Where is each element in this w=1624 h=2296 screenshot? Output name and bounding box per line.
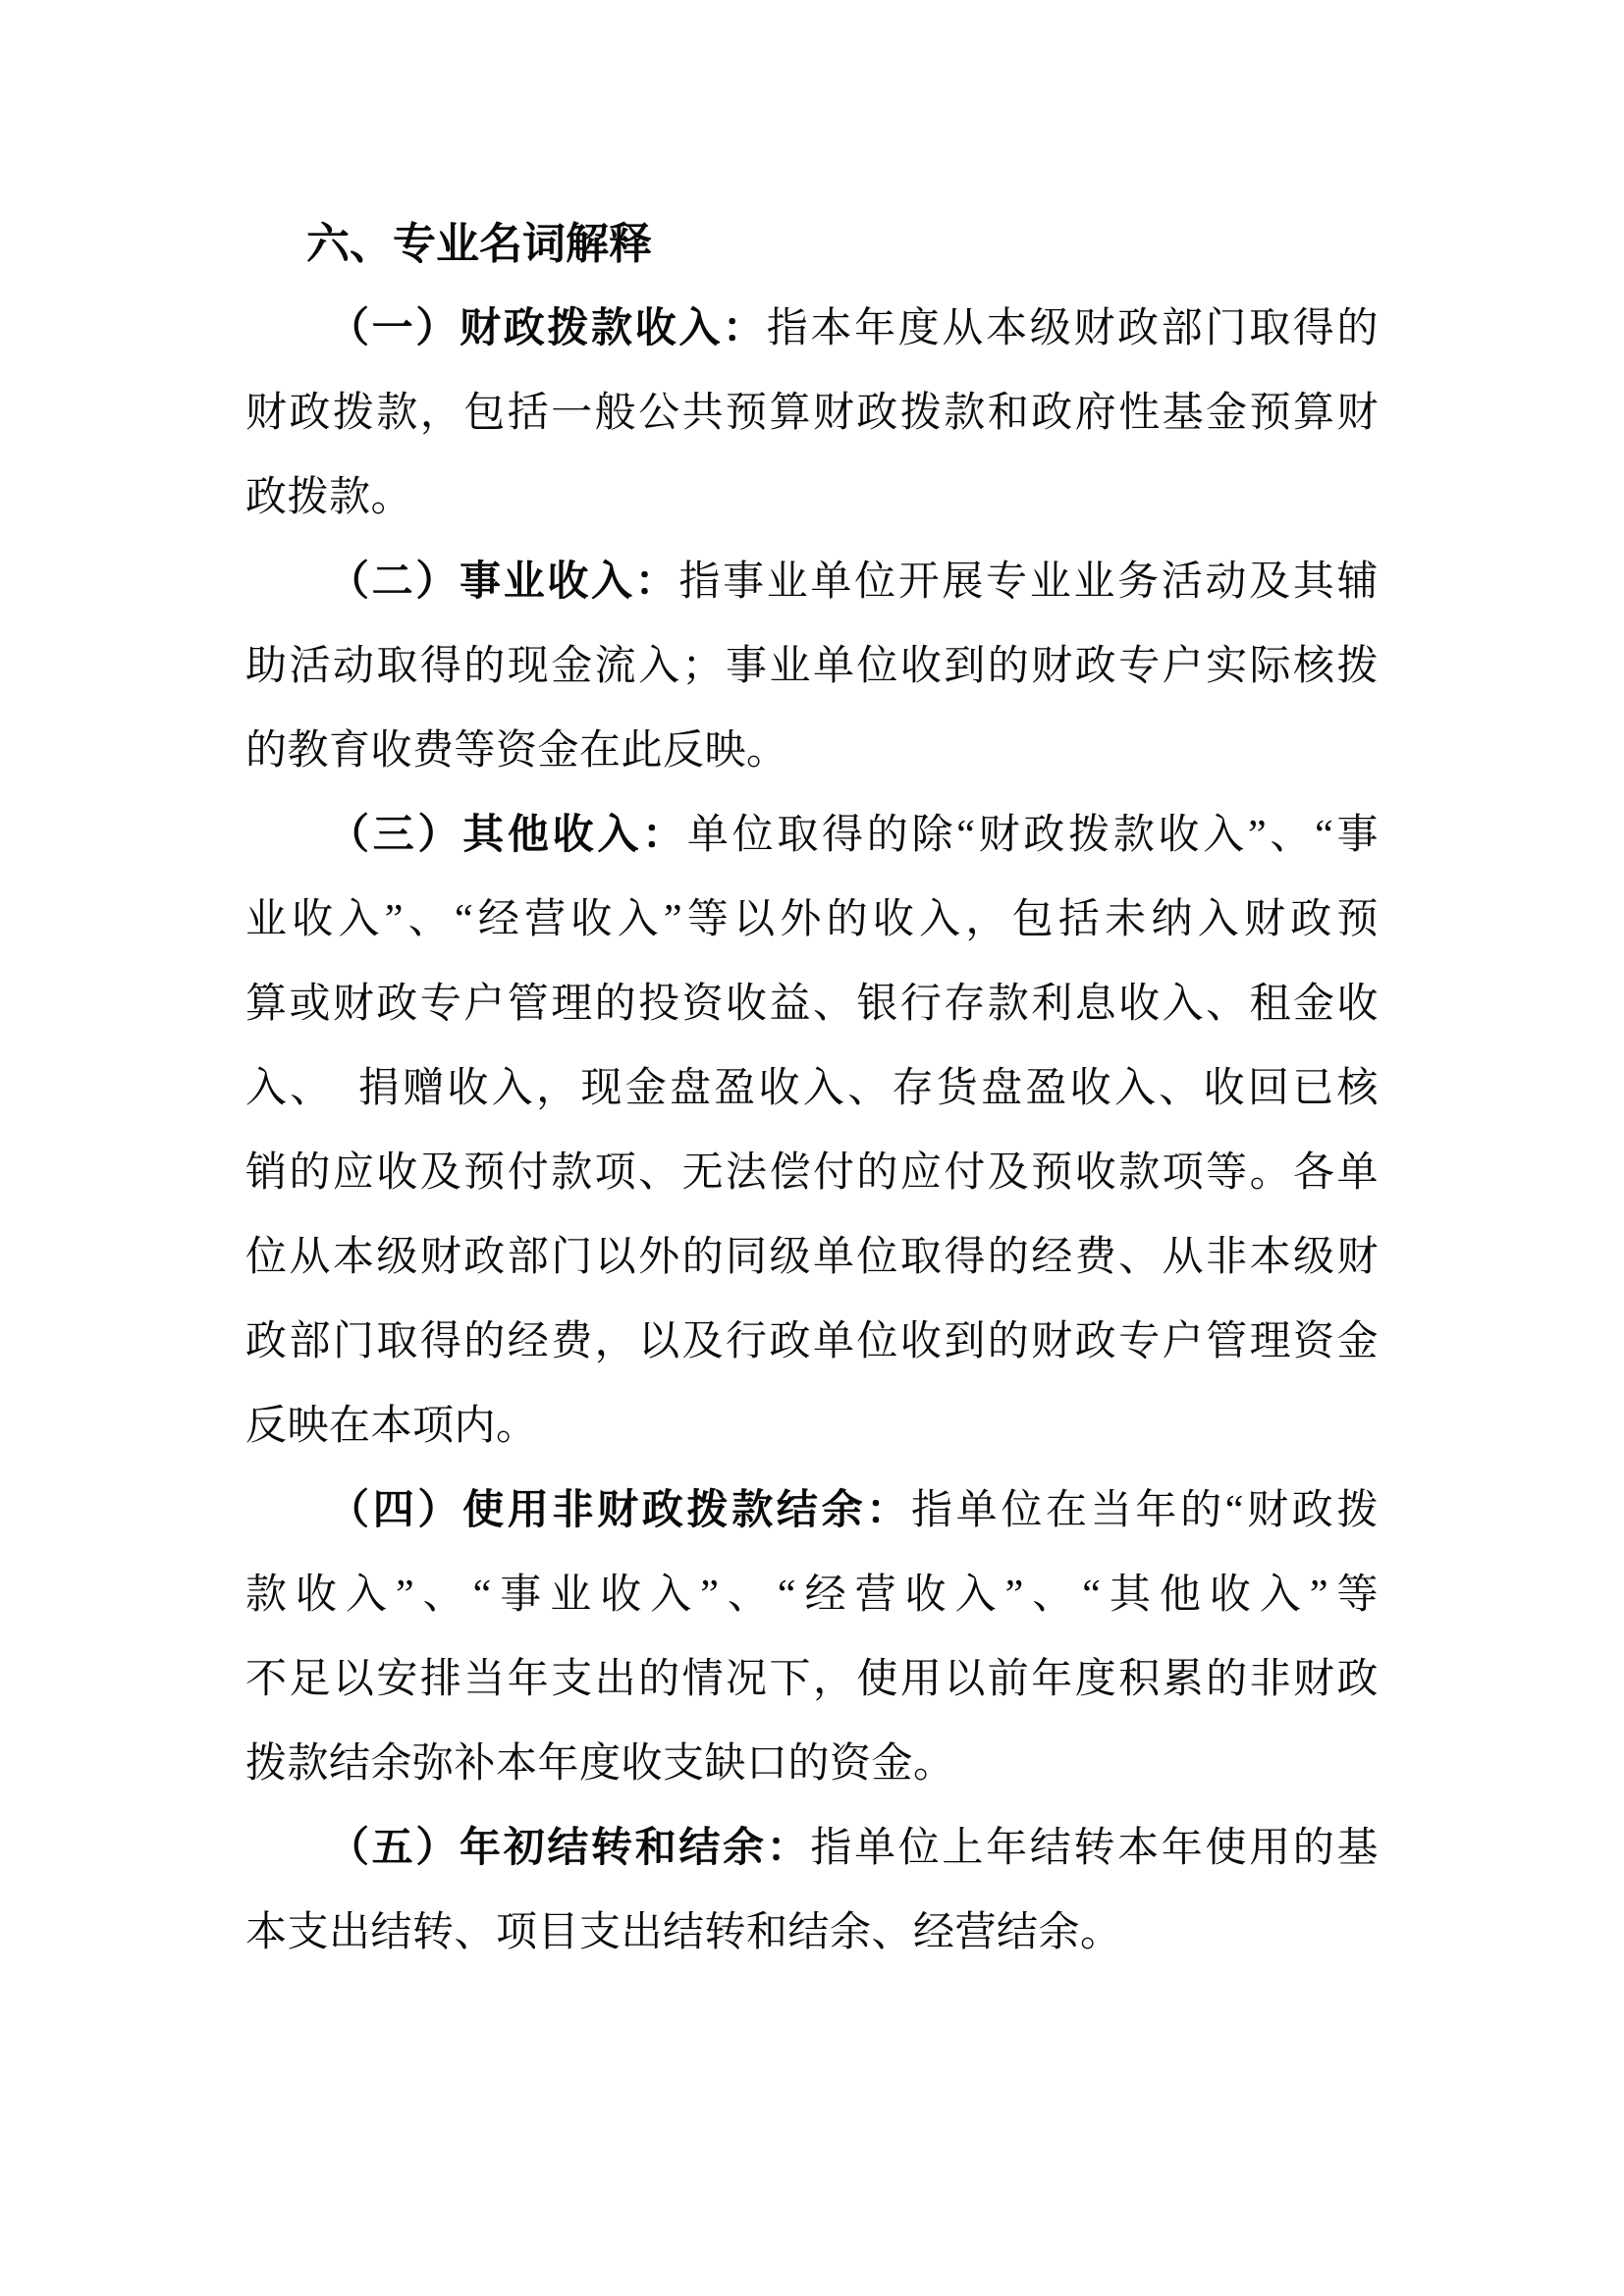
term-label: （一）财政拨款收入： — [328, 306, 767, 351]
line-text: 指本年度从本级财政部门取得的 — [766, 306, 1379, 351]
text-line — [245, 1468, 1379, 1553]
line-text: 本支出结转、项目支出结转和结余、经营结余。 — [245, 1910, 1122, 1955]
line-text: 的教育收费等资金在此反映。 — [245, 728, 788, 774]
paragraph-4 — [245, 1468, 1379, 1806]
line-text: 入、 捐赠收入，现金盘盈收入、存货盘盈收入、收回已核 — [245, 1066, 1379, 1111]
text-line — [245, 624, 1379, 709]
text-line — [245, 1637, 1379, 1722]
line-text: 指事业单位开展专业业务活动及其辅 — [678, 560, 1379, 605]
section-heading: 六、专业名词解释 — [306, 220, 652, 268]
text-line — [245, 1722, 1379, 1806]
line-text: 财政拨款，包括一般公共预算财政拨款和政府性基金预算财 — [245, 391, 1379, 436]
term-label: （四）使用非财政拨款结余： — [328, 1488, 911, 1533]
line-text: 不足以安排当年支出的情况下，使用以前年度积累的非财政 — [245, 1657, 1379, 1702]
text-line — [245, 1046, 1379, 1131]
term-label: （三）其他收入： — [328, 813, 687, 858]
text-line — [245, 1131, 1379, 1215]
line-text: 款收入”、“事业收入”、“经营收入”、“其他收入”等 — [245, 1573, 1379, 1618]
text-block — [245, 202, 1379, 1975]
paragraph-2 — [245, 540, 1379, 793]
text-line — [245, 1300, 1379, 1384]
text-line — [245, 371, 1379, 455]
line-text: 反映在本项内。 — [245, 1404, 538, 1449]
paragraph-3 — [245, 793, 1379, 1468]
line-text: 助活动取得的现金流入；事业单位收到的财政专户实际核拨 — [245, 644, 1379, 689]
text-line — [245, 540, 1379, 624]
term-label: （五）年初结转和结余： — [328, 1826, 811, 1871]
text-line — [245, 455, 1379, 540]
text-line — [245, 709, 1379, 793]
text-line — [245, 1215, 1379, 1300]
text-line — [245, 1806, 1379, 1891]
line-text: 政拨款。 — [245, 475, 413, 520]
text-line — [245, 793, 1379, 878]
line-text: 销的应收及预付款项、无法偿付的应付及预收款项等。各单 — [245, 1150, 1379, 1196]
line-text: 业收入”、“经营收入”等以外的收入，包括未纳入财政预 — [245, 897, 1379, 942]
text-line — [245, 1384, 1379, 1468]
text-line — [245, 962, 1379, 1046]
line-text: 指单位在当年的“财政拨 — [910, 1488, 1379, 1533]
line-text: 单位取得的除“财政拨款收入”、“事 — [686, 813, 1379, 858]
text-line — [245, 878, 1379, 962]
line-text: 算或财政专户管理的投资收益、银行存款利息收入、租金收 — [245, 982, 1379, 1027]
line-text: 拨款结余弥补本年度收支缺口的资金。 — [245, 1741, 955, 1787]
paragraph-5 — [245, 1806, 1379, 1975]
text-line — [245, 1891, 1379, 1975]
line-text: 指单位上年结转本年使用的基 — [810, 1826, 1379, 1871]
text-line — [245, 287, 1379, 371]
line-text: 位从本级财政部门以外的同级单位取得的经费、从非本级财 — [245, 1235, 1379, 1280]
paragraph-1 — [245, 287, 1379, 540]
line-text: 政部门取得的经费，以及行政单位收到的财政专户管理资金 — [245, 1319, 1379, 1364]
text-line — [245, 1553, 1379, 1637]
term-label: （二）事业收入： — [328, 560, 679, 605]
